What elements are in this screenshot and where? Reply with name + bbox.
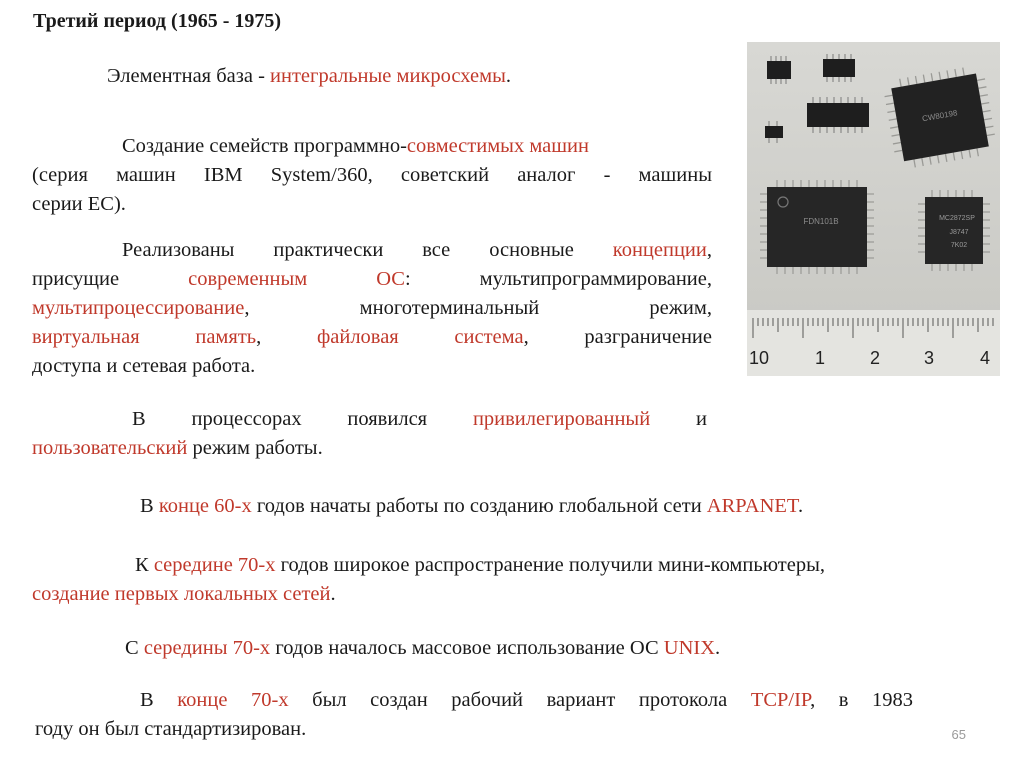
paragraph-processor-modes: В процессорах появился привилегированный и пользовательский режим работы. [32,408,707,459]
paragraph-minicomputers: К середине 70-х годов широкое распространение получили мини-компьютеры, создание первых локальных сетей. [32,554,825,605]
ruler-label-10: 10 [748,348,770,368]
integrated-circuits-photo [747,42,1000,376]
chip-qfp-left [760,180,874,274]
ruler-label-4: 4 [979,348,991,368]
chip-label-qfp-right-2: J8747 [949,229,969,236]
paragraph-compatible-families: Создание семейств программно-совместимых машин (серия машин IBM System/360, советский аналог - машины серии ЕС). [32,135,712,215]
paragraph-unix: С середины 70-х годов началось массовое использование ОС UNIX. [125,637,721,659]
chip-label-qfp-right-1: MC2872SP [939,215,975,222]
ruler-label-3: 3 [923,348,935,368]
chip-label-qfp-large: CW80198 [921,108,959,124]
paragraph-arpanet: В конце 60-х годов начаты работы по созданию глобальной сети ARPANET. [140,495,804,517]
paragraph-tcpip: В конце 70-х был создан рабочий вариант протокола TCP/IP, в 1983 году он был стандартизирован. [35,689,913,740]
paragraph-os-concepts: Реализованы практически все основные концепции, присущие современным ОС: мультипрограммирование, мультипроцессирование, многотерминальный режим, виртуальная память, файловая система, разграничение доступа и сетевая работа. [32,239,713,377]
chip-qfp-right [918,190,990,271]
ruler-label-2: 2 [869,348,881,368]
ruler [747,310,1000,376]
slide-title: Третий период (1965 - 1975) [33,10,282,32]
ruler-label-1: 1 [814,348,826,368]
page-number: 65 [951,727,966,742]
paragraph-element-base: Элементная база - интегральные микросхемы. [107,65,511,87]
chip-label-qfp-right-3: 7K02 [950,242,968,249]
chip-label-qfp-left: FDN101B [803,217,839,226]
